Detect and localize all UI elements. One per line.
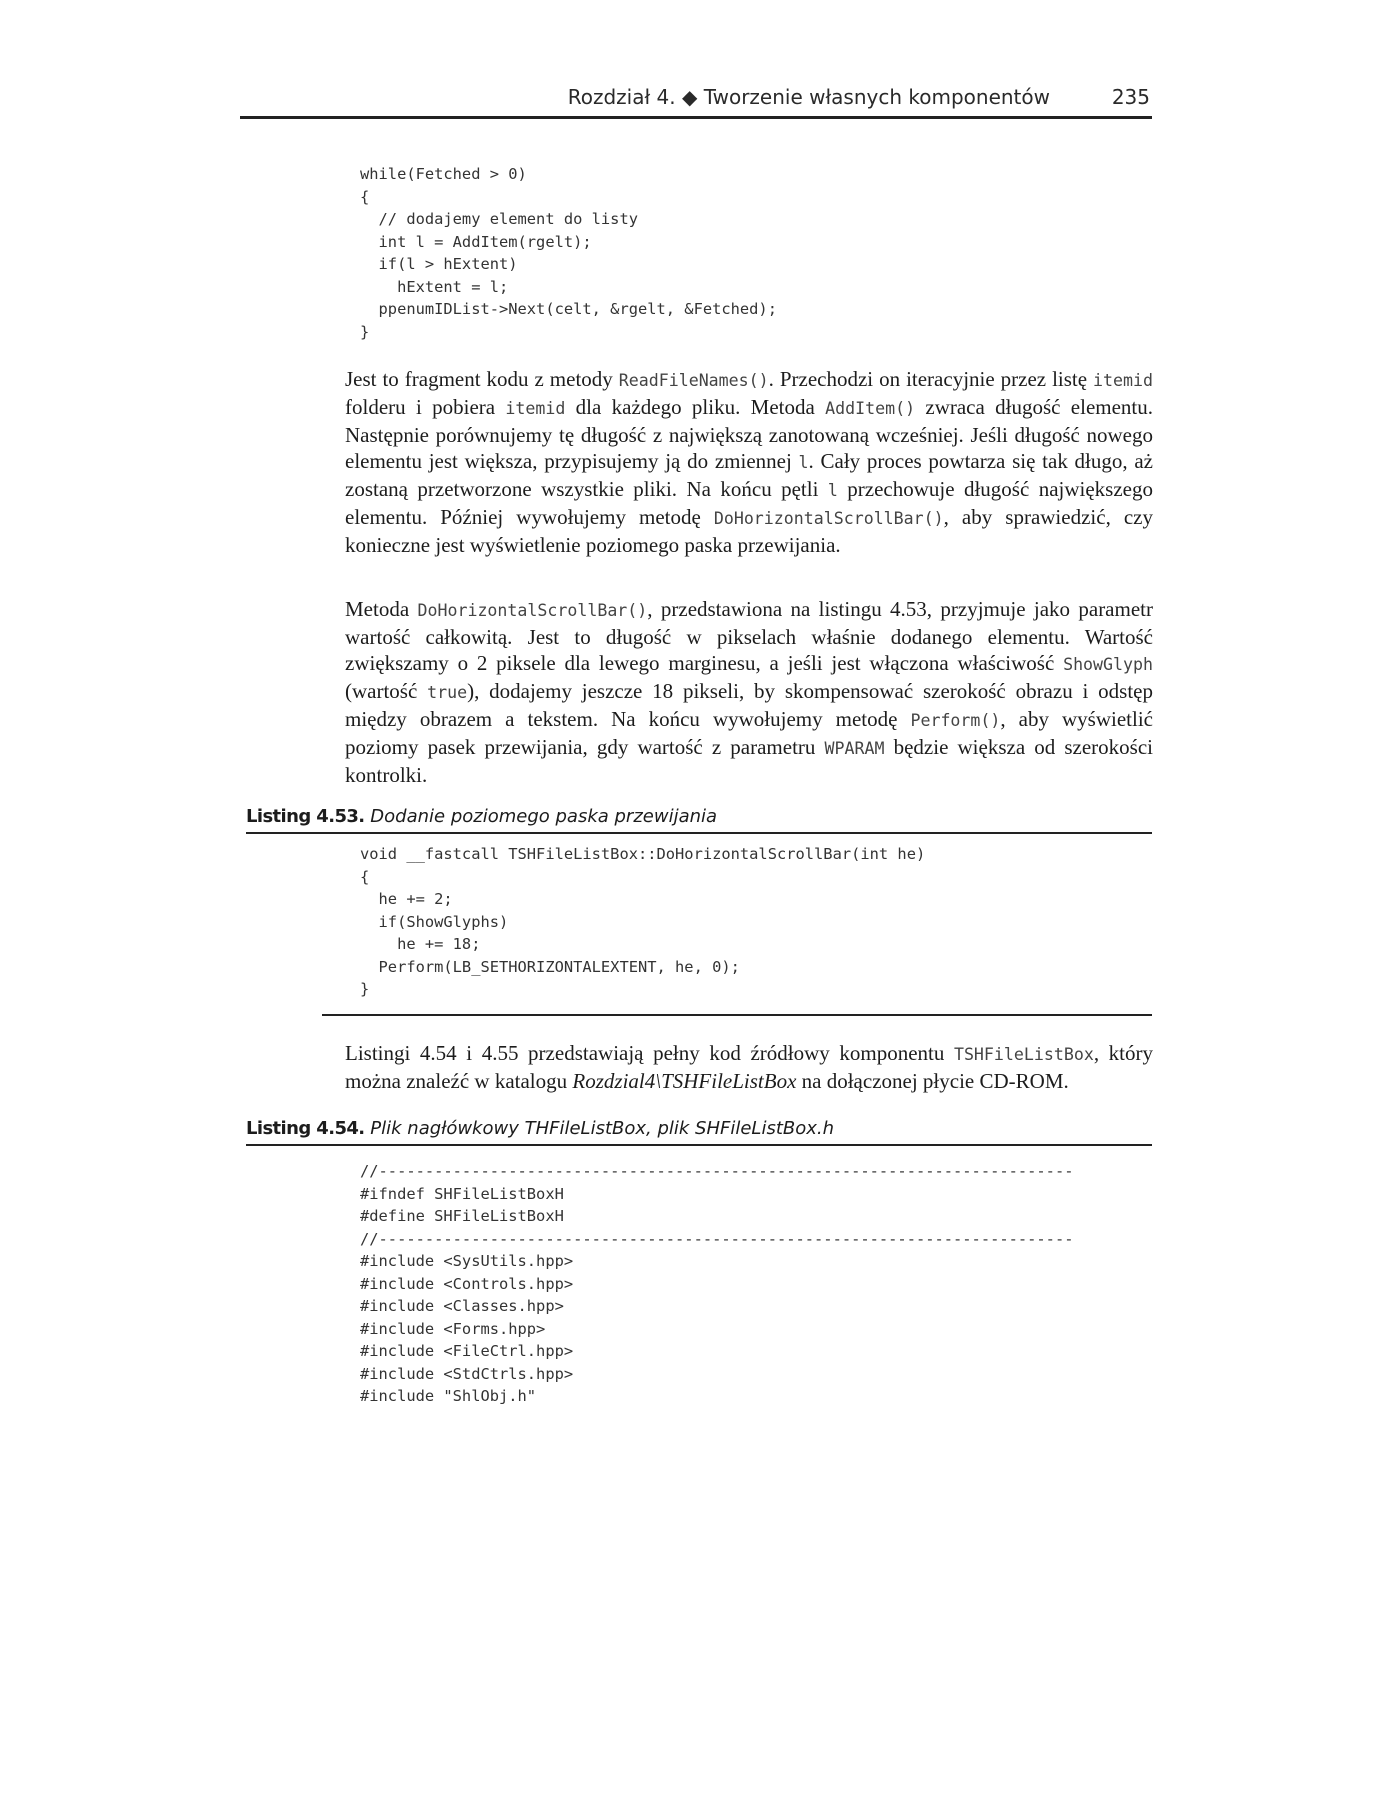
text-run: na dołączonej płycie CD-ROM. xyxy=(796,1069,1069,1093)
code-line: void __fastcall TSHFileListBox::DoHorizontalScrollBar(int he) xyxy=(360,845,926,863)
text-run: (wartość xyxy=(345,679,428,703)
code-line: he += 2; xyxy=(360,890,453,908)
code-line: #include "ShlObj.h" xyxy=(360,1387,537,1405)
inline-code: AddItem() xyxy=(825,399,916,418)
code-line: hExtent = l; xyxy=(360,277,509,296)
code-line: #include <StdCtrls.hpp> xyxy=(360,1364,574,1383)
inline-code: l xyxy=(798,453,809,472)
listing-label: Listing 4.54. xyxy=(246,1118,365,1139)
listing-end-rule xyxy=(322,1014,1152,1016)
inline-code: Perform() xyxy=(910,711,1001,730)
page-header xyxy=(240,84,1152,119)
listing-caption xyxy=(246,806,1152,834)
code-line: // dodajemy element do listy xyxy=(360,210,638,228)
inline-code: WPARAM xyxy=(824,739,885,758)
code-line: #include <SysUtils.hpp> xyxy=(360,1252,574,1270)
code-line: { xyxy=(360,867,370,886)
body-paragraph xyxy=(345,1040,1153,1094)
body-paragraph xyxy=(345,366,1153,558)
text-run: dla każdego pliku. Metoda xyxy=(565,395,826,419)
text-run: Jest to fragment kodu z metody xyxy=(345,367,619,391)
inline-code: DoHorizontalScrollBar() xyxy=(417,601,648,620)
inline-code: itemid xyxy=(505,399,566,418)
code-line: #include <FileCtrl.hpp> xyxy=(360,1342,574,1360)
text-run: będzie większa od szerokości kontrolki. xyxy=(345,735,1153,787)
code-line: #ifndef SHFileListBoxH xyxy=(360,1184,564,1203)
inline-code: ShowGlyph xyxy=(1063,655,1153,674)
code-line: //--------------------------------------------------------------------------- xyxy=(360,1162,1074,1180)
text-run: Listingi 4.54 i 4.55 przedstawiają pełny kod źródłowy komponentu xyxy=(345,1041,954,1065)
body-paragraph xyxy=(345,596,1153,788)
code-line: //--------------------------------------------------------------------------- xyxy=(360,1229,1074,1248)
listing-code xyxy=(360,1160,1073,1408)
listing-title: Dodanie poziomego paska przewijania xyxy=(370,806,718,827)
text-run: . Przechodzi on iteracyjnie przez listę xyxy=(768,367,1094,391)
code-line: #define SHFileListBoxH xyxy=(360,1207,564,1225)
code-line: if(l > hExtent) xyxy=(360,255,518,273)
code-line: while(Fetched > 0) xyxy=(360,165,527,183)
text-run: zwraca długość elementu. Następnie porównujemy tę długość z największą zanotowaną wcześniej. Jeśli długość nowego elementu jest większa, przypisujemy ją do zmiennej xyxy=(345,395,1153,473)
inline-code: DoHorizontalScrollBar() xyxy=(713,509,944,528)
code-line: #include <Classes.hpp> xyxy=(360,1297,564,1315)
code-line: #include <Forms.hpp> xyxy=(360,1319,546,1338)
code-line: if(ShowGlyphs) xyxy=(360,912,509,931)
text-run: Metoda xyxy=(345,597,418,621)
code-line: { xyxy=(360,187,370,206)
text-run: , aby sprawiedzić, czy konieczne jest wyświetlenie poziomego paska przewijania. xyxy=(345,505,1153,557)
path-text: Rozdzial4\TSHFileListBox xyxy=(572,1069,797,1093)
code-line: #include <Controls.hpp> xyxy=(360,1274,574,1293)
inline-code: itemid xyxy=(1093,371,1153,390)
chapter-title: Rozdział 4. ◆ Tworzenie własnych komponentów xyxy=(567,85,1050,109)
listing-label: Listing 4.53. xyxy=(246,806,365,827)
code-line: Perform(LB_SETHORIZONTALEXTENT, he, 0); xyxy=(360,957,740,976)
code-line: ppenumIDList->Next(celt, &rgelt, &Fetched); xyxy=(360,300,777,318)
text-run: folderu i pobiera xyxy=(345,395,506,419)
text-run: , aby wyświetlić poziomy pasek przewijania, gdy wartość z parametru xyxy=(345,707,1153,759)
inline-code: ReadFileNames() xyxy=(618,371,769,390)
page-number: 235 xyxy=(1111,85,1150,109)
code-block xyxy=(360,163,777,343)
inline-code: TSHFileListBox xyxy=(953,1045,1094,1064)
text-run: . Cały proces powtarza się tak długo, aż zostaną przetworzone wszystkie pliki. Na końcu pętli xyxy=(345,449,1153,501)
code-line: he += 18; xyxy=(360,935,481,953)
code-line: int l = AddItem(rgelt); xyxy=(360,232,592,251)
code-line: } xyxy=(360,322,370,341)
text-run: , który można znaleźć w katalogu xyxy=(345,1041,1154,1093)
text-run: , przedstawiona na listingu 4.53, przyjmuje jako parametr wartość całkowitą. Jest to długość w pikselach właśnie dodanego elementu. Wartość zwiększamy o 2 piksele dla lewego marginesu, a jeśli jest włączona właściwość xyxy=(345,597,1153,675)
code-line: } xyxy=(360,980,370,998)
text-run: ), dodajemy jeszcze 18 pikseli, by skompensować szerokość obrazu i odstęp między obrazem a tekstem. Na końcu wywołujemy metodę xyxy=(345,679,1153,731)
listing-caption xyxy=(246,1118,1152,1146)
listing-code xyxy=(360,843,925,1001)
text-run: przechowuje długość największego elementu. Później wywołujemy metodę xyxy=(345,477,1153,529)
inline-code: true xyxy=(427,683,468,702)
listing-title: Plik nagłówkowy THFileListBox, plik SHFileListBox.h xyxy=(370,1118,835,1139)
inline-code: l xyxy=(827,481,838,500)
